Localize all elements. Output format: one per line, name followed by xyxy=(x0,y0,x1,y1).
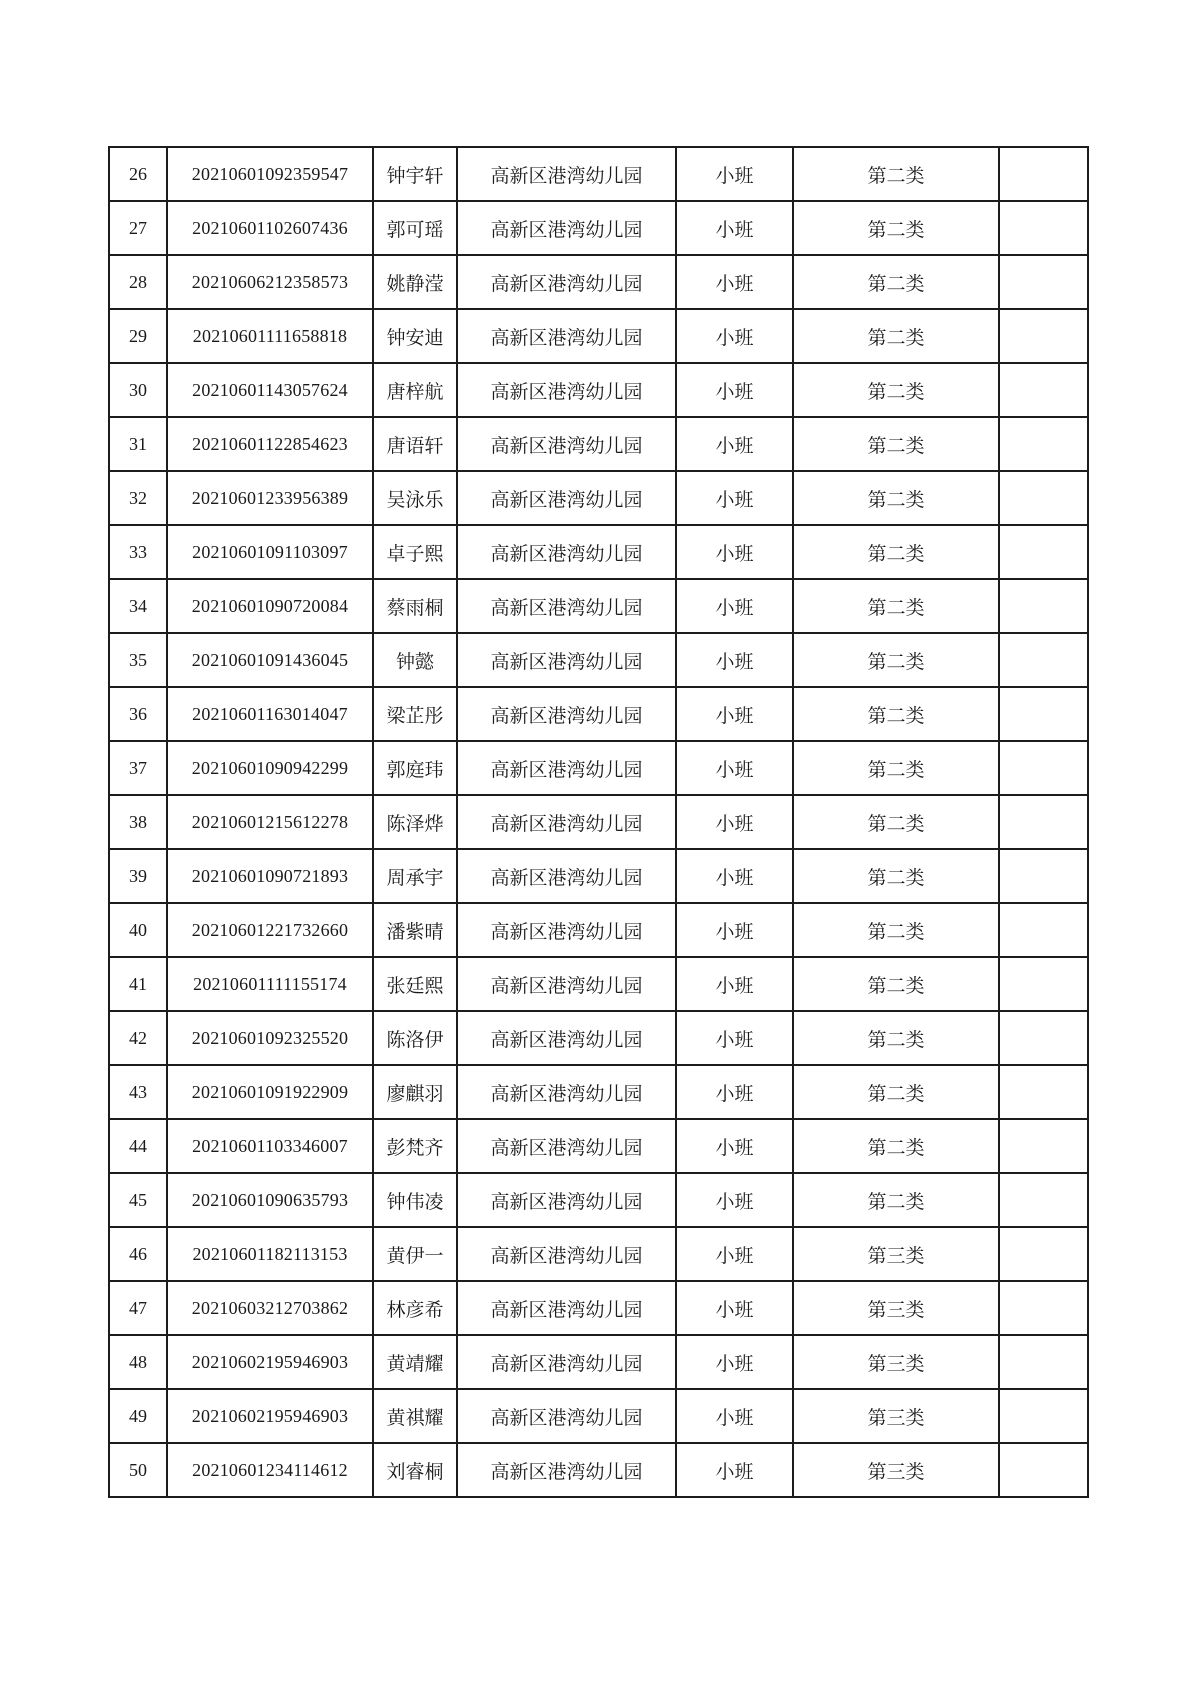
note-cell xyxy=(999,1335,1088,1389)
student-name-cell: 黄靖耀 xyxy=(373,1335,457,1389)
registration-code-cell: 20210606212358573 xyxy=(167,255,373,309)
row-number-cell: 45 xyxy=(109,1173,167,1227)
registration-code-cell: 20210601090720084 xyxy=(167,579,373,633)
registration-code-cell: 20210601102607436 xyxy=(167,201,373,255)
table-row xyxy=(109,903,1088,957)
registration-code-cell: 20210601111658818 xyxy=(167,309,373,363)
registration-code-cell: 20210601163014047 xyxy=(167,687,373,741)
enrollment-table xyxy=(108,146,1089,1498)
school-cell: 高新区港湾幼儿园 xyxy=(457,201,676,255)
registration-code-cell: 20210601182113153 xyxy=(167,1227,373,1281)
note-cell xyxy=(999,633,1088,687)
registration-code-cell: 20210601111155174 xyxy=(167,957,373,1011)
class-cell: 小班 xyxy=(676,147,793,201)
class-cell: 小班 xyxy=(676,795,793,849)
school-cell: 高新区港湾幼儿园 xyxy=(457,849,676,903)
school-cell: 高新区港湾幼儿园 xyxy=(457,1119,676,1173)
student-name-cell: 钟安迪 xyxy=(373,309,457,363)
table-row xyxy=(109,1443,1088,1497)
school-cell: 高新区港湾幼儿园 xyxy=(457,417,676,471)
class-cell: 小班 xyxy=(676,633,793,687)
school-cell: 高新区港湾幼儿园 xyxy=(457,471,676,525)
note-cell xyxy=(999,1011,1088,1065)
school-cell: 高新区港湾幼儿园 xyxy=(457,525,676,579)
class-cell: 小班 xyxy=(676,579,793,633)
category-cell: 第三类 xyxy=(793,1389,999,1443)
row-number-cell: 37 xyxy=(109,741,167,795)
note-cell xyxy=(999,687,1088,741)
registration-code-cell: 20210601092325520 xyxy=(167,1011,373,1065)
student-name-cell: 姚静滢 xyxy=(373,255,457,309)
school-cell: 高新区港湾幼儿园 xyxy=(457,795,676,849)
school-cell: 高新区港湾幼儿园 xyxy=(457,1389,676,1443)
student-name-cell: 吴泳乐 xyxy=(373,471,457,525)
table-row xyxy=(109,1011,1088,1065)
student-name-cell: 彭梵齐 xyxy=(373,1119,457,1173)
note-cell xyxy=(999,1227,1088,1281)
table-row xyxy=(109,579,1088,633)
note-cell xyxy=(999,957,1088,1011)
registration-code-cell: 20210601091103097 xyxy=(167,525,373,579)
row-number-cell: 33 xyxy=(109,525,167,579)
table-row xyxy=(109,633,1088,687)
note-cell xyxy=(999,849,1088,903)
table-row xyxy=(109,1227,1088,1281)
row-number-cell: 34 xyxy=(109,579,167,633)
note-cell xyxy=(999,309,1088,363)
school-cell: 高新区港湾幼儿园 xyxy=(457,147,676,201)
category-cell: 第二类 xyxy=(793,741,999,795)
row-number-cell: 31 xyxy=(109,417,167,471)
student-name-cell: 梁芷彤 xyxy=(373,687,457,741)
row-number-cell: 38 xyxy=(109,795,167,849)
row-number-cell: 35 xyxy=(109,633,167,687)
note-cell xyxy=(999,741,1088,795)
table-row xyxy=(109,525,1088,579)
registration-code-cell: 20210601122854623 xyxy=(167,417,373,471)
note-cell xyxy=(999,1389,1088,1443)
class-cell: 小班 xyxy=(676,1011,793,1065)
student-name-cell: 周承宇 xyxy=(373,849,457,903)
student-name-cell: 陈泽烨 xyxy=(373,795,457,849)
category-cell: 第二类 xyxy=(793,795,999,849)
class-cell: 小班 xyxy=(676,741,793,795)
category-cell: 第二类 xyxy=(793,1011,999,1065)
student-name-cell: 黄伊一 xyxy=(373,1227,457,1281)
registration-code-cell: 20210601091922909 xyxy=(167,1065,373,1119)
registration-code-cell: 20210601091436045 xyxy=(167,633,373,687)
table-row xyxy=(109,741,1088,795)
category-cell: 第二类 xyxy=(793,363,999,417)
registration-code-cell: 20210603212703862 xyxy=(167,1281,373,1335)
school-cell: 高新区港湾幼儿园 xyxy=(457,903,676,957)
registration-code-cell: 20210601234114612 xyxy=(167,1443,373,1497)
row-number-cell: 43 xyxy=(109,1065,167,1119)
row-number-cell: 42 xyxy=(109,1011,167,1065)
registration-code-cell: 20210601221732660 xyxy=(167,903,373,957)
registration-code-cell: 20210602195946903 xyxy=(167,1335,373,1389)
row-number-cell: 46 xyxy=(109,1227,167,1281)
category-cell: 第三类 xyxy=(793,1227,999,1281)
category-cell: 第三类 xyxy=(793,1335,999,1389)
category-cell: 第二类 xyxy=(793,633,999,687)
class-cell: 小班 xyxy=(676,1119,793,1173)
category-cell: 第二类 xyxy=(793,201,999,255)
note-cell xyxy=(999,1173,1088,1227)
class-cell: 小班 xyxy=(676,687,793,741)
note-cell xyxy=(999,1065,1088,1119)
table-row xyxy=(109,957,1088,1011)
category-cell: 第二类 xyxy=(793,579,999,633)
row-number-cell: 27 xyxy=(109,201,167,255)
note-cell xyxy=(999,417,1088,471)
registration-code-cell: 20210601090635793 xyxy=(167,1173,373,1227)
school-cell: 高新区港湾幼儿园 xyxy=(457,579,676,633)
table-row xyxy=(109,1065,1088,1119)
note-cell xyxy=(999,525,1088,579)
table-row xyxy=(109,147,1088,201)
student-name-cell: 唐梓航 xyxy=(373,363,457,417)
registration-code-cell: 20210601233956389 xyxy=(167,471,373,525)
class-cell: 小班 xyxy=(676,1389,793,1443)
table-row xyxy=(109,1389,1088,1443)
table-row xyxy=(109,849,1088,903)
note-cell xyxy=(999,579,1088,633)
class-cell: 小班 xyxy=(676,363,793,417)
school-cell: 高新区港湾幼儿园 xyxy=(457,687,676,741)
class-cell: 小班 xyxy=(676,525,793,579)
school-cell: 高新区港湾幼儿园 xyxy=(457,957,676,1011)
row-number-cell: 49 xyxy=(109,1389,167,1443)
student-name-cell: 林彦希 xyxy=(373,1281,457,1335)
school-cell: 高新区港湾幼儿园 xyxy=(457,255,676,309)
row-number-cell: 28 xyxy=(109,255,167,309)
class-cell: 小班 xyxy=(676,903,793,957)
class-cell: 小班 xyxy=(676,1335,793,1389)
class-cell: 小班 xyxy=(676,309,793,363)
class-cell: 小班 xyxy=(676,471,793,525)
category-cell: 第二类 xyxy=(793,471,999,525)
student-name-cell: 刘睿桐 xyxy=(373,1443,457,1497)
row-number-cell: 44 xyxy=(109,1119,167,1173)
row-number-cell: 48 xyxy=(109,1335,167,1389)
table-row xyxy=(109,417,1088,471)
student-name-cell: 黄祺耀 xyxy=(373,1389,457,1443)
class-cell: 小班 xyxy=(676,1281,793,1335)
student-name-cell: 钟宇轩 xyxy=(373,147,457,201)
note-cell xyxy=(999,363,1088,417)
registration-code-cell: 20210601090942299 xyxy=(167,741,373,795)
row-number-cell: 30 xyxy=(109,363,167,417)
school-cell: 高新区港湾幼儿园 xyxy=(457,741,676,795)
category-cell: 第二类 xyxy=(793,1173,999,1227)
note-cell xyxy=(999,147,1088,201)
row-number-cell: 36 xyxy=(109,687,167,741)
student-name-cell: 郭庭玮 xyxy=(373,741,457,795)
school-cell: 高新区港湾幼儿园 xyxy=(457,363,676,417)
category-cell: 第二类 xyxy=(793,417,999,471)
student-name-cell: 钟伟凌 xyxy=(373,1173,457,1227)
student-name-cell: 陈洛伊 xyxy=(373,1011,457,1065)
category-cell: 第二类 xyxy=(793,957,999,1011)
table-row xyxy=(109,255,1088,309)
table-row xyxy=(109,363,1088,417)
note-cell xyxy=(999,1281,1088,1335)
row-number-cell: 32 xyxy=(109,471,167,525)
table-body xyxy=(109,147,1088,1497)
row-number-cell: 26 xyxy=(109,147,167,201)
category-cell: 第二类 xyxy=(793,687,999,741)
class-cell: 小班 xyxy=(676,1065,793,1119)
class-cell: 小班 xyxy=(676,1227,793,1281)
registration-code-cell: 20210602195946903 xyxy=(167,1389,373,1443)
table-row xyxy=(109,1281,1088,1335)
registration-code-cell: 20210601143057624 xyxy=(167,363,373,417)
note-cell xyxy=(999,471,1088,525)
category-cell: 第二类 xyxy=(793,1065,999,1119)
student-name-cell: 张廷熙 xyxy=(373,957,457,1011)
registration-code-cell: 20210601215612278 xyxy=(167,795,373,849)
category-cell: 第二类 xyxy=(793,309,999,363)
note-cell xyxy=(999,1119,1088,1173)
student-name-cell: 钟懿 xyxy=(373,633,457,687)
student-name-cell: 廖麒羽 xyxy=(373,1065,457,1119)
student-name-cell: 蔡雨桐 xyxy=(373,579,457,633)
school-cell: 高新区港湾幼儿园 xyxy=(457,1281,676,1335)
school-cell: 高新区港湾幼儿园 xyxy=(457,633,676,687)
category-cell: 第二类 xyxy=(793,255,999,309)
school-cell: 高新区港湾幼儿园 xyxy=(457,309,676,363)
student-name-cell: 唐语轩 xyxy=(373,417,457,471)
table-row xyxy=(109,201,1088,255)
category-cell: 第二类 xyxy=(793,849,999,903)
school-cell: 高新区港湾幼儿园 xyxy=(457,1011,676,1065)
table-row xyxy=(109,687,1088,741)
table-row xyxy=(109,795,1088,849)
school-cell: 高新区港湾幼儿园 xyxy=(457,1173,676,1227)
note-cell xyxy=(999,1443,1088,1497)
registration-code-cell: 20210601103346007 xyxy=(167,1119,373,1173)
category-cell: 第二类 xyxy=(793,1119,999,1173)
category-cell: 第二类 xyxy=(793,525,999,579)
class-cell: 小班 xyxy=(676,417,793,471)
table-row xyxy=(109,309,1088,363)
registration-code-cell: 20210601090721893 xyxy=(167,849,373,903)
row-number-cell: 39 xyxy=(109,849,167,903)
table-row xyxy=(109,1173,1088,1227)
note-cell xyxy=(999,903,1088,957)
registration-code-cell: 20210601092359547 xyxy=(167,147,373,201)
school-cell: 高新区港湾幼儿园 xyxy=(457,1065,676,1119)
row-number-cell: 29 xyxy=(109,309,167,363)
table-row xyxy=(109,1119,1088,1173)
class-cell: 小班 xyxy=(676,957,793,1011)
class-cell: 小班 xyxy=(676,1443,793,1497)
note-cell xyxy=(999,201,1088,255)
row-number-cell: 47 xyxy=(109,1281,167,1335)
class-cell: 小班 xyxy=(676,1173,793,1227)
school-cell: 高新区港湾幼儿园 xyxy=(457,1335,676,1389)
category-cell: 第二类 xyxy=(793,903,999,957)
student-name-cell: 潘紫晴 xyxy=(373,903,457,957)
school-cell: 高新区港湾幼儿园 xyxy=(457,1443,676,1497)
row-number-cell: 50 xyxy=(109,1443,167,1497)
table-row xyxy=(109,471,1088,525)
table-row xyxy=(109,1335,1088,1389)
note-cell xyxy=(999,795,1088,849)
row-number-cell: 41 xyxy=(109,957,167,1011)
category-cell: 第三类 xyxy=(793,1443,999,1497)
class-cell: 小班 xyxy=(676,201,793,255)
school-cell: 高新区港湾幼儿园 xyxy=(457,1227,676,1281)
class-cell: 小班 xyxy=(676,849,793,903)
note-cell xyxy=(999,255,1088,309)
category-cell: 第三类 xyxy=(793,1281,999,1335)
student-name-cell: 卓子熙 xyxy=(373,525,457,579)
class-cell: 小班 xyxy=(676,255,793,309)
student-name-cell: 郭可瑶 xyxy=(373,201,457,255)
category-cell: 第二类 xyxy=(793,147,999,201)
row-number-cell: 40 xyxy=(109,903,167,957)
